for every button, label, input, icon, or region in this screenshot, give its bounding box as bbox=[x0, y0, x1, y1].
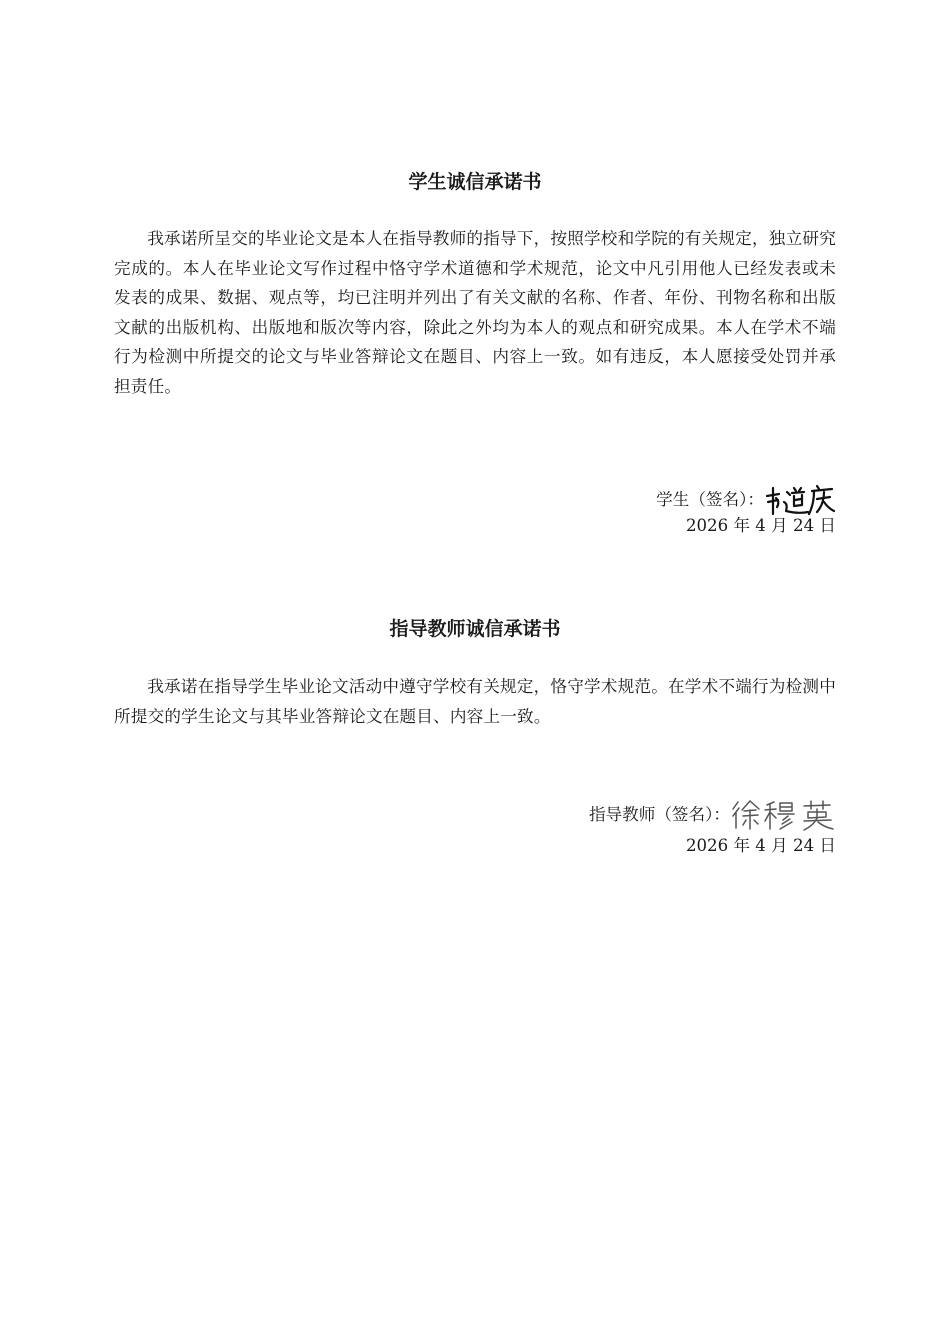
student-pledge-body: 我承诺所呈交的毕业论文是本人在指导教师的指导下，按照学校和学院的有关规定，独立研究完成的。本人在毕业论文写作过程中恪守学术道德和学术规范，论文中凡引用他人已经发表或未发表的成果、数据、观点等，均已注明并列出了有关文献的名称、作者、年份、刊物名称和出版文献的出版机构、出版地和版次等内容，除此之外均为本人的观点和研究成果。本人在学术不端行为检测中所提交的论文与毕业答辩论文在题目、内容上一致。如有违反，本人愿接受处罚并承担责任。 bbox=[114, 229, 836, 396]
advisor-handwritten-signature bbox=[730, 798, 836, 832]
advisor-signature-line bbox=[589, 798, 836, 832]
advisor-pledge-title: 指导教师诚信承诺书 bbox=[389, 618, 561, 640]
advisor-pledge-body: 我承诺在指导学生毕业论文活动中遵守学校有关规定，恪守学术规范。在学术不端行为检测中所提交的学生论文与其毕业答辩论文在题目、内容上一致。 bbox=[114, 677, 836, 726]
advisor-sign-date: 2026 年 4 月 24 日 bbox=[685, 836, 836, 855]
student-pledge-title: 学生诚信承诺书 bbox=[408, 171, 542, 193]
student-signature-label: 学生（签名）： bbox=[656, 490, 764, 509]
student-sign-date: 2026 年 4 月 24 日 bbox=[685, 516, 836, 535]
advisor-signature-label: 指导教师（签名）： bbox=[588, 805, 730, 824]
